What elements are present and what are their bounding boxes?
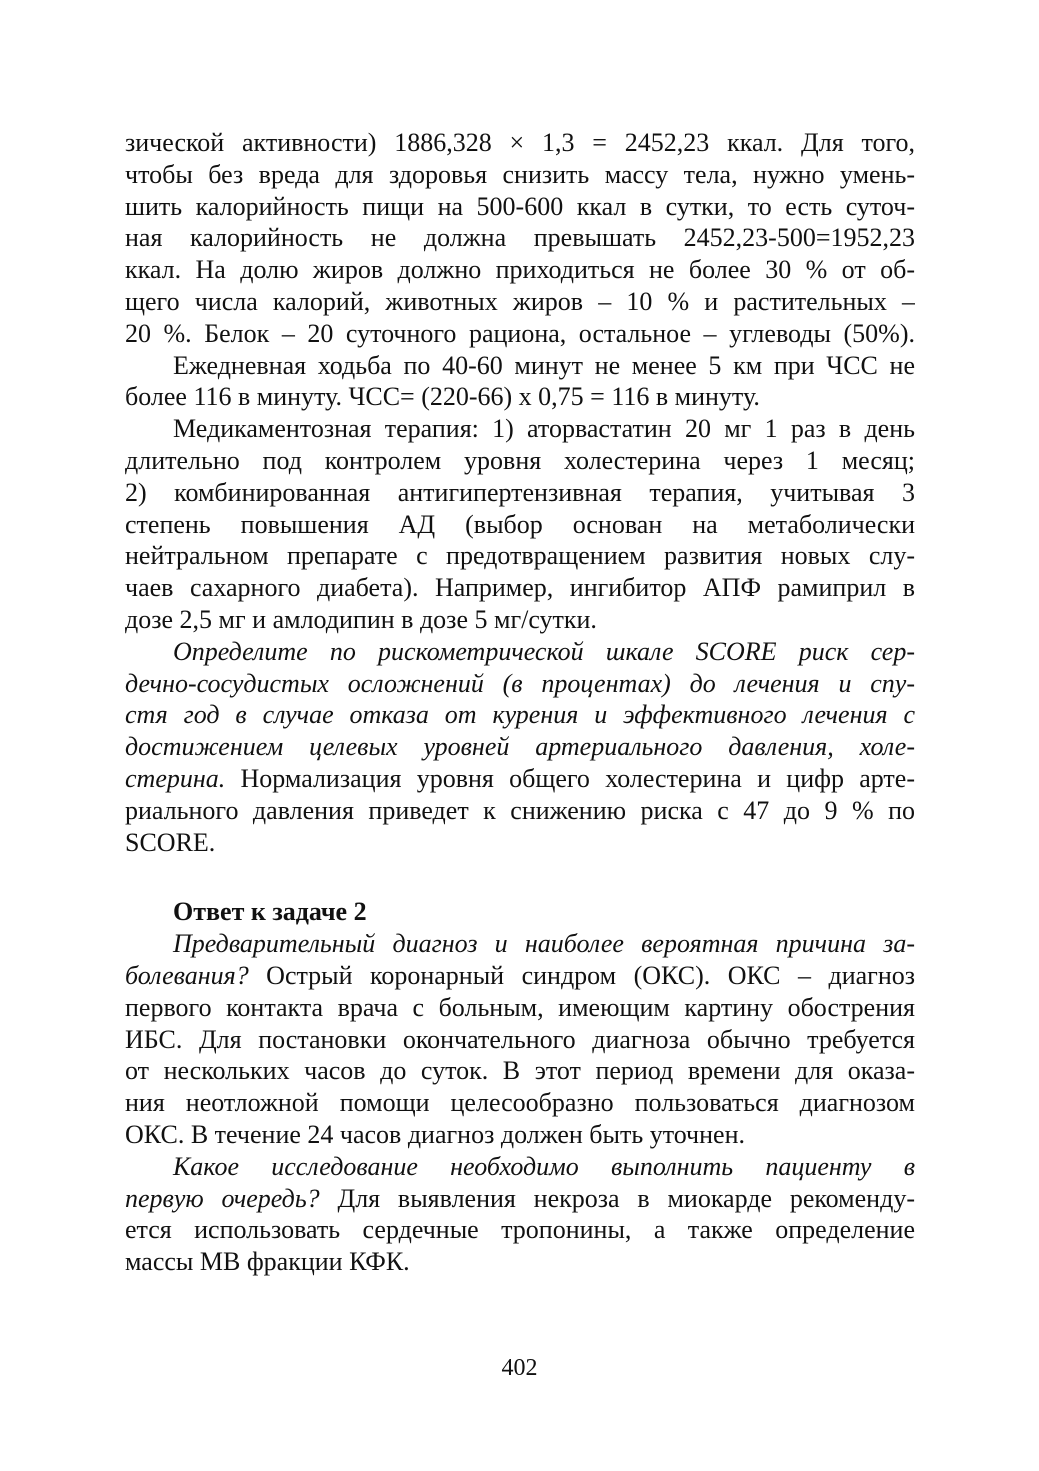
text-line (125, 1151, 915, 1183)
text-line: более 116 в минуту. ЧСС= (220-66) х 0,75 = 116 в минуту. (125, 382, 760, 412)
section-heading: Ответ к задаче 2 (173, 897, 367, 927)
question-text: Какое исследование необходимо выполнить пациенту в (173, 1151, 915, 1181)
text-line (125, 731, 915, 763)
text-line (125, 1183, 915, 1215)
question-text: Предварительный диагноз и наиболее вероятная причина за- (173, 929, 915, 959)
text-line: ИБС. Для постановки окончательного диагноза обычно требуется (125, 1024, 915, 1054)
text-line: Медикаментозная терапия: 1) аторвастатин 20 мг 1 раз в день (173, 414, 915, 444)
text-line: массы МВ фракции КФК. (125, 1247, 410, 1277)
question-text: достижением целевых уровней артериального давления, холе- (125, 732, 915, 762)
text-line: длительно под контролем уровня холестерина через 1 месяц; (125, 445, 915, 475)
section-gap (125, 858, 915, 896)
answer-text: Для выявления некроза в миокарде рекоменду- (319, 1183, 915, 1213)
text-line: степень повышения АД (выбор основан на метаболически (125, 509, 915, 539)
text-line (125, 763, 915, 795)
text-line: ная калорийность не должна превышать 2452,23-500=1952,23 (125, 223, 915, 253)
text-line: ОКС. В течение 24 часов диагноз должен быть уточнен. (125, 1119, 746, 1149)
text-line: шить калорийность пищи на 500-600 ккал в сутки, то есть суточ- (125, 191, 915, 221)
text-line: чаев сахарного диабета). Например, ингибитор АПФ рамиприл в (125, 573, 915, 603)
answer-text: Острый коронарный синдром (ОКС). ОКС – диагноз (248, 960, 915, 990)
body-text (125, 127, 915, 1278)
text-line: щего числа калорий, животных жиров – 10 % и растительных – (125, 286, 915, 316)
question-text: первую очередь? (125, 1183, 320, 1213)
text-line: нейтральном препарате с предотвращением развития новых слу- (125, 541, 915, 571)
text-line: риального давления приведет к снижению риска с 47 до 9 % по (125, 795, 915, 825)
text-line: чтобы без вреда для здоровья снизить массу тела, нужно умень- (125, 159, 915, 189)
page-number: 402 (501, 1355, 538, 1381)
text-line: дозе 2,5 мг и амлодипин в дозе 5 мг/сутки. (125, 604, 597, 634)
question-text: болевания? (125, 960, 249, 990)
text-line: 2) комбинированная антигипертензивная терапия, учитывая 3 (125, 477, 915, 507)
answer-text: Нормализация уровня общего холестерина и цифр арте- (225, 763, 915, 793)
text-line (125, 960, 915, 992)
text-line (125, 668, 915, 700)
text-line: ккал. На долю жиров должно приходиться не более 30 % от об- (125, 255, 915, 285)
text-line: SCORE. (125, 827, 216, 857)
question-text: Определите по рискометрической шкале SCORE риск сер- (173, 636, 915, 666)
question-text: стя год в случае отказа от курения и эффективного лечения с (125, 700, 915, 730)
text-line (125, 699, 915, 731)
text-line (125, 636, 915, 668)
text-line: первого контакта врача с больным, имеющим картину обострения (125, 992, 915, 1022)
text-line (125, 928, 915, 960)
text-line: ется использовать сердечные тропонины, а также определение (125, 1215, 915, 1245)
text-line: ния неотложной помощи целесообразно пользоваться диагнозом (125, 1088, 915, 1118)
text-line: Ежедневная ходьба по 40-60 минут не менее 5 км при ЧСС не (173, 350, 915, 380)
question-text: стерина. (125, 763, 226, 793)
text-line: зической активности) 1886,328 × 1,3 = 2452,23 ккал. Для того, (125, 128, 915, 157)
text-line: от нескольких часов до суток. В этот период времени для оказа- (125, 1056, 915, 1086)
text-line: 20 %. Белок – 20 суточного рациона, остальное – углеводы (50%). (125, 318, 915, 348)
question-text: дечно-сосудистых осложнений (в процентах) до лечения и спу- (125, 668, 915, 698)
